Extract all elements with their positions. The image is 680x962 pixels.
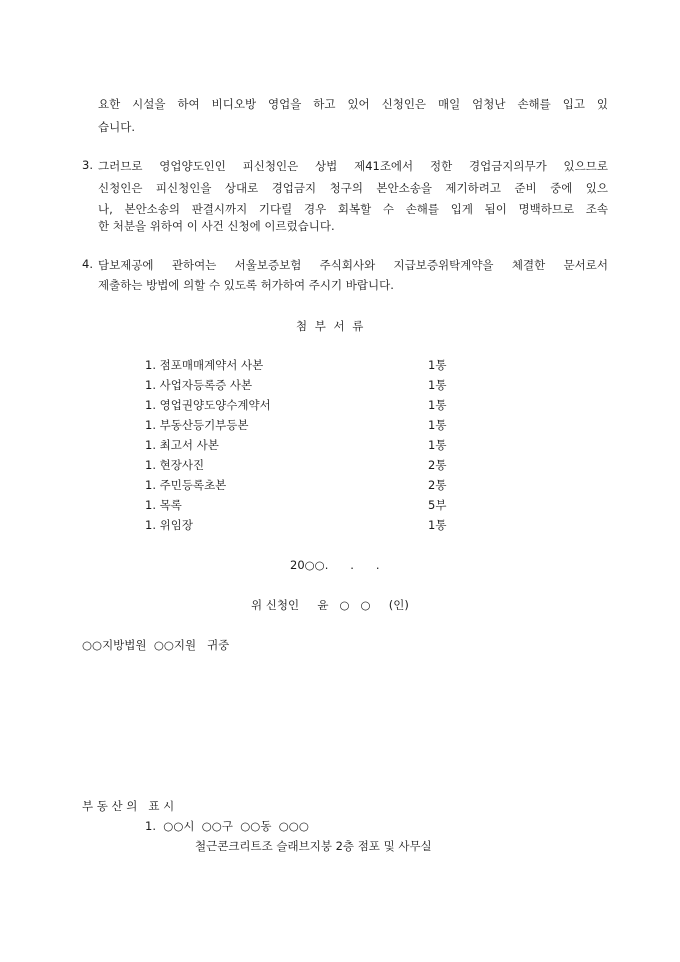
body-line: 제출하는 방법에 의할 수 있도록 허가하여 주시기 바랍니다. (98, 278, 394, 292)
applicant-signature: 위 신청인 윤 ○ ○ (인) (251, 598, 409, 612)
attachment-item: 1. 주민등록초본 (145, 478, 227, 492)
body-line: 습니다. (98, 120, 135, 134)
paragraph-number: 4. (82, 257, 93, 271)
property-building: 철근콘크리트조 슬래브지붕 2층 점포 및 사무실 (195, 839, 432, 853)
attachment-qty: 1통 (428, 398, 447, 412)
attachment-qty: 1통 (428, 438, 447, 452)
attachment-qty: 2통 (428, 478, 447, 492)
paragraph-number: 3. (82, 158, 93, 172)
property-title: 부 동 산 의 표 시 (82, 799, 175, 813)
filing-date: 20○○. . . (290, 558, 380, 572)
attachment-qty: 1통 (428, 358, 447, 372)
attachment-qty: 1통 (428, 378, 447, 392)
attachment-item: 1. 부동산등기부등본 (145, 418, 249, 432)
attachment-item: 1. 점포매매계약서 사본 (145, 358, 264, 372)
body-line: 요한 시설을 하여 비디오방 영업을 하고 있어 신청인은 매일 엄청난 손해를 입고 있 (98, 97, 608, 111)
attachment-item: 1. 위임장 (145, 518, 193, 532)
body-line: 담보제공에 관하여는 서울보증보험 주식회사와 지급보증위탁계약을 체결한 문서로서 (98, 258, 608, 272)
attachment-qty: 5부 (428, 498, 447, 512)
court-addressee: ○○지방법원 ○○지원 귀중 (82, 638, 230, 652)
attachment-item: 1. 최고서 사본 (145, 438, 219, 452)
property-address: 1. ○○시 ○○구 ○○동 ○○○ (145, 819, 309, 833)
attachment-qty: 1통 (428, 518, 447, 532)
body-line: 나, 본안소송의 판결시까지 기다릴 경우 회복할 수 손해를 입게 됨이 명백하므로 조속 (98, 202, 608, 216)
body-line: 그러므로 영업양도인인 피신청인은 상법 제41조에서 정한 경업금지의무가 있으므로 (98, 159, 608, 173)
attachment-item: 1. 영업권양도양수계약서 (145, 398, 271, 412)
attachment-item: 1. 사업자등록증 사본 (145, 378, 253, 392)
attachment-qty: 1통 (428, 418, 447, 432)
attachment-item: 1. 목록 (145, 498, 182, 512)
body-line: 한 처분을 위하여 이 사건 신청에 이르렀습니다. (98, 219, 335, 233)
body-line: 신청인은 피신청인을 상대로 경업금지 청구의 본안소송을 제기하려고 준비 중에 있으 (98, 181, 608, 195)
attachment-item: 1. 현장사진 (145, 458, 205, 472)
attachment-qty: 2통 (428, 458, 447, 472)
attachments-title: 첨 부 서 류 (296, 319, 364, 333)
